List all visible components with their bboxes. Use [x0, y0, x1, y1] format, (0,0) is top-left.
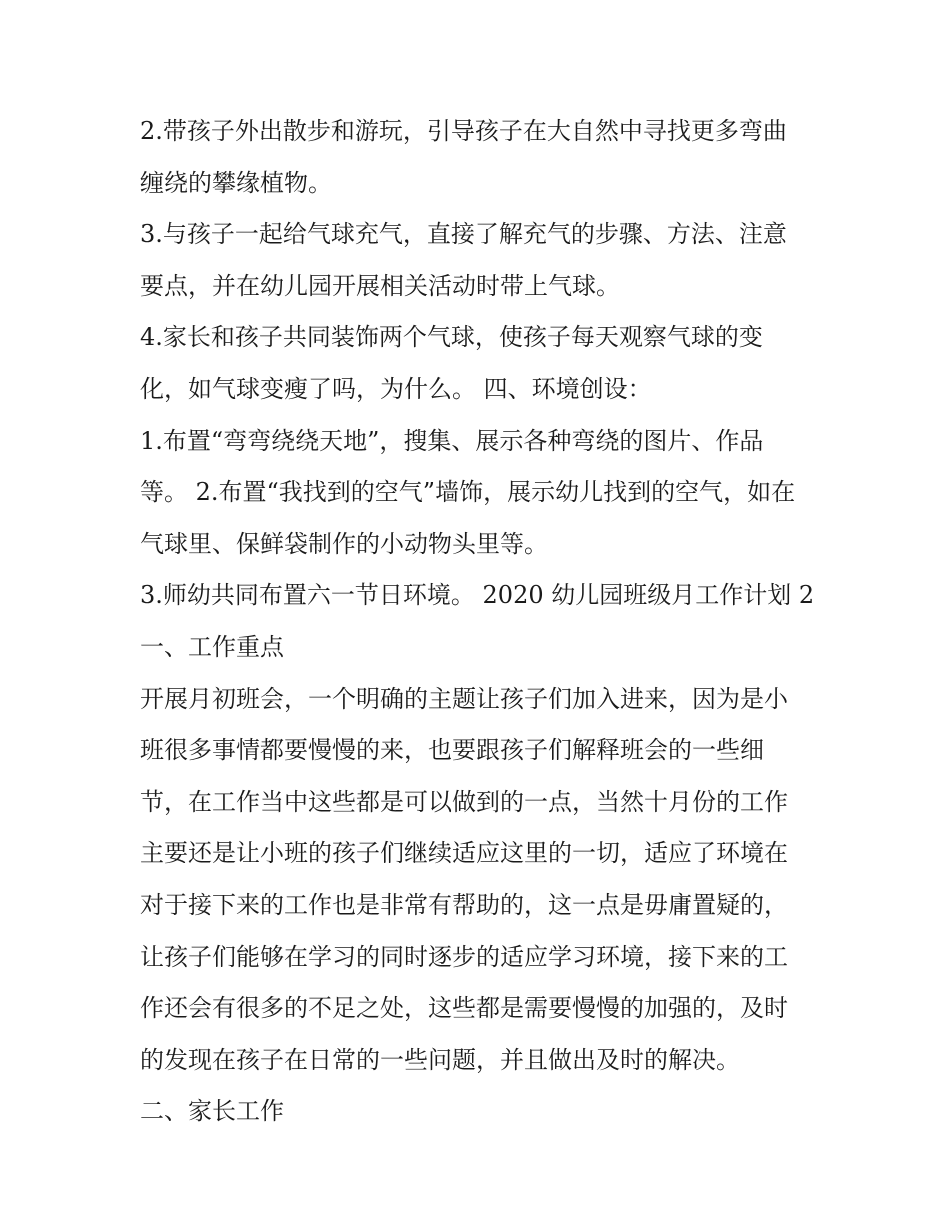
text-line: 3.与孩子一起给气球充气，直接了解充气的步骤、方法、注意 [140, 220, 787, 249]
text-line: 等。 2.布置“我找到的空气”墙饰，展示幼儿找到的空气，如在 [140, 478, 796, 507]
text-line: 3.师幼共同布置六一节日环境。 2020 幼儿园班级月工作计划 2 [140, 581, 815, 610]
body-text [140, 106, 820, 1138]
text-line: 1.布置“弯弯绕绕天地”，搜集、展示各种弯绕的图片、作品 [140, 426, 764, 455]
text-line: 气球里、保鲜袋制作的小动物头里等。 [140, 529, 548, 558]
text-line: 要点，并在幼儿园开展相关活动时带上气球。 [140, 271, 620, 300]
text-line: 对于接下来的工作也是非常有帮助的，这一点是毋庸置疑的， [140, 890, 788, 919]
section-heading: 二、家长工作 [140, 1097, 284, 1126]
text-line: 作还会有很多的不足之处，这些都是需要慢慢的加强的，及时 [140, 994, 788, 1023]
text-line: 让孩子们能够在学习的同时逐步的适应学习环境，接下来的工 [140, 942, 788, 971]
text-line: 的发现在孩子在日常的一些问题，并且做出及时的解决。 [140, 1045, 740, 1074]
text-line: 主要还是让小班的孩子们继续适应这里的一切，适应了环境在 [140, 839, 788, 868]
text-line: 开展月初班会，一个明确的主题让孩子们加入进来，因为是小 [140, 684, 788, 713]
text-line: 2.带孩子外出散步和游玩，引导孩子在大自然中寻找更多弯曲 [140, 117, 787, 145]
text-line: 4.家长和孩子共同装饰两个气球，使孩子每天观察气球的变 [140, 323, 763, 352]
section-heading: 一、工作重点 [140, 632, 284, 661]
text-line: 班很多事情都要慢慢的来，也要跟孩子们解释班会的一些细 [140, 736, 764, 765]
text-line: 节，在工作当中这些都是可以做到的一点，当然十月份的工作 [140, 787, 788, 816]
text-line: 缠绕的攀缘植物。 [140, 168, 332, 197]
text-line: 化，如气球变瘦了吗，为什么。 四、环境创设： [140, 374, 652, 403]
